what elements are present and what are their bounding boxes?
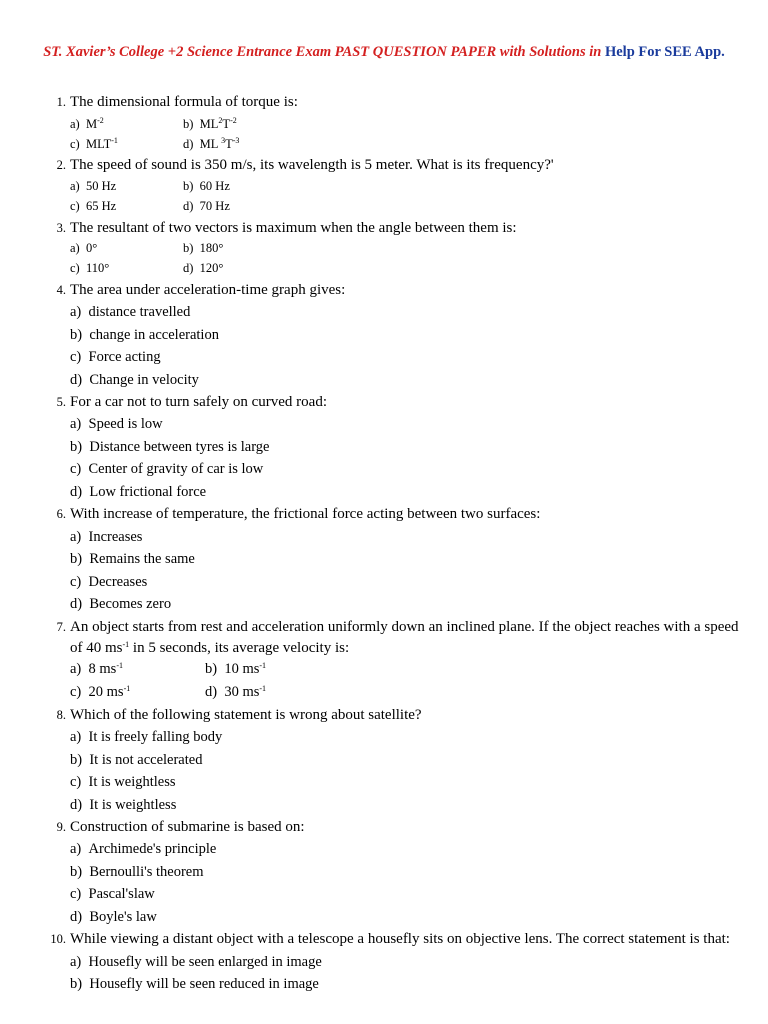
question-text: Construction of submarine is based on: (70, 819, 305, 835)
question-text: With increase of temperature, the frictional force acting between two surfaces: (70, 506, 541, 522)
option-a: a) Housefly will be seen enlarged in image (70, 954, 322, 970)
question-text: For a car not to turn safely on curved road: (70, 394, 327, 410)
option-b: b) Housefly will be seen reduced in image (70, 976, 319, 992)
option-a: a) 8 $ms^{-1}$ (70, 661, 123, 677)
option-c: c) $MLT^{-1}$ (70, 136, 118, 151)
question-number: 6. (56, 507, 66, 521)
option-d: d) ML $^3T^{-3}$ (183, 136, 240, 151)
option-b: b) Bernoulli's theorem (70, 864, 204, 880)
question-text: The area under acceleration-time graph gives: (70, 282, 346, 298)
option-c: c) 65 Hz (70, 199, 117, 213)
question-text-line-2: of 40 $ms^{-1}$ in 5 seconds, its average velocity is: (70, 640, 350, 656)
option-a: a) Speed is low (70, 416, 163, 432)
option-d: d) It is weightless (70, 797, 177, 813)
question-number: 9. (56, 820, 66, 834)
option-b: b) change in acceleration (70, 327, 219, 343)
question-number: 4. (56, 283, 66, 297)
option-b: b) 60 Hz (183, 179, 230, 193)
question-number: 1. (56, 95, 66, 109)
title-text: ST. Xavier’s College +2 Science Entrance Exam PAST QUESTION PAPER with Solutions in (43, 44, 602, 60)
option-d: d) 30 $ms^{-1}$ (205, 684, 267, 700)
option-d: d) Change in velocity (70, 372, 199, 388)
option-b: b) 180° (183, 241, 224, 255)
question-text: The resultant of two vectors is maximum when the angle between them is: (70, 220, 517, 236)
option-b: b) $ML^2T^{-2}$ (183, 116, 237, 131)
question-number: 8. (56, 708, 66, 722)
question-text: The speed of sound is 350 m/s, its wavelength is 5 meter. What is its frequency?' (70, 157, 554, 173)
option-c: c) 20 $ms^{-1}$ (70, 684, 131, 700)
app-name: Help For SEE App. (604, 44, 725, 60)
question-number: 2. (56, 158, 66, 172)
option-b: b) Remains the same (70, 551, 195, 567)
option-b: b) Distance between tyres is large (70, 439, 270, 455)
option-b: b) It is not accelerated (70, 752, 203, 768)
question-text: An object starts from rest and acceleration uniformly down an inclined plane. If the object reaches with a speed (70, 619, 739, 635)
option-a: a) 0° (70, 241, 98, 255)
option-d: d) 120° (183, 261, 224, 275)
option-c: c) It is weightless (70, 774, 176, 790)
option-c: c) Pascal'slaw (70, 886, 155, 902)
option-d: d) Boyle's law (70, 909, 157, 925)
option-c: c) Center of gravity of car is low (70, 461, 264, 477)
question-number: 7. (56, 620, 66, 634)
option-d: d) Low frictional force (70, 484, 207, 500)
option-a: a) distance travelled (70, 304, 191, 320)
option-a: a) Archimede's principle (70, 841, 217, 857)
option-b: b) 10 $ms^{-1}$ (205, 661, 267, 677)
question-number: 10. (50, 932, 66, 946)
option-a: a) It is freely falling body (70, 729, 223, 745)
question-text: Which of the following statement is wrong about satellite? (70, 707, 422, 723)
option-d: d) Becomes zero (70, 596, 172, 612)
option-a: a) 50 Hz (70, 179, 117, 193)
page-title (0, 44, 768, 61)
question-number: 3. (56, 221, 66, 235)
option-c: c) Force acting (70, 349, 161, 365)
option-c: c) 110° (70, 261, 110, 275)
option-a: a) Increases (70, 529, 143, 545)
option-a: a) $M^{-2}$ (70, 116, 104, 131)
question-text: The dimensional formula of torque is: (70, 94, 298, 110)
option-c: c) Decreases (70, 574, 148, 590)
question-text: While viewing a distant object with a telescope a housefly sits on objective lens. The correct statement is that: (70, 931, 730, 947)
option-d: d) 70 Hz (183, 199, 230, 213)
question-number: 5. (56, 395, 66, 409)
